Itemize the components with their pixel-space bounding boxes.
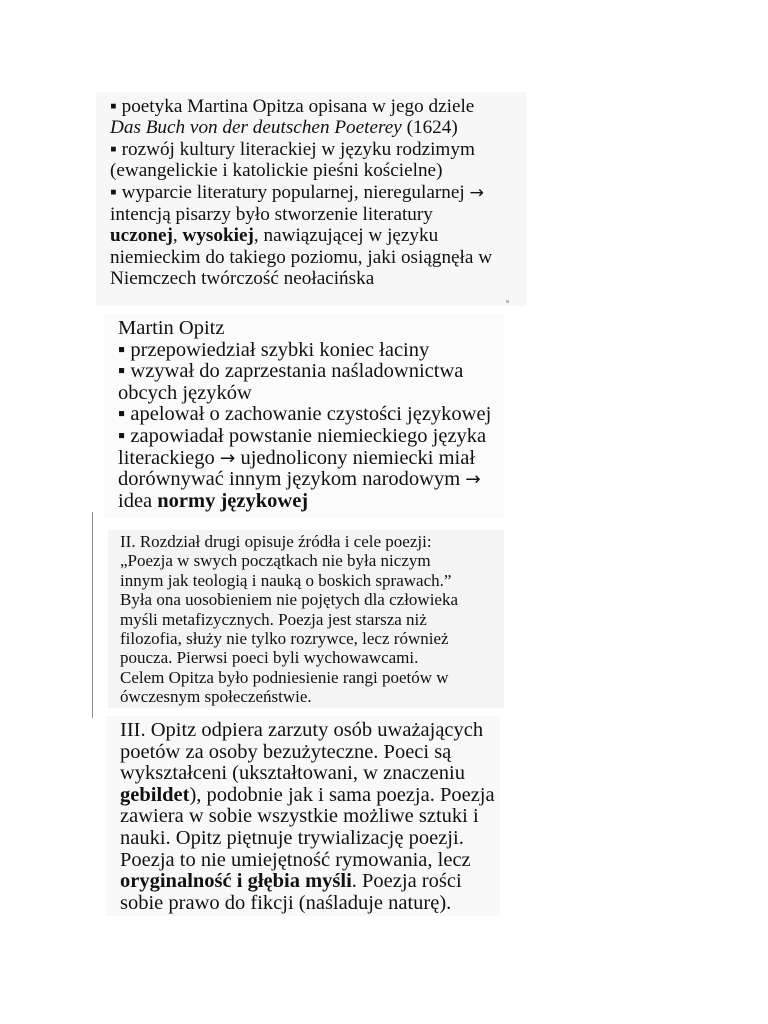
slide-martin-opitz [104,314,504,518]
text-line: ▪ przepowiedział szybki koniec łaciny [118,338,430,361]
text-line: ▪ wyparcie literatury popularnej, nieregularnej → [110,181,484,203]
text-line: myśli metafizycznych. Poezja jest starsza niż [120,609,427,629]
text-line: oryginalność i głębia myśli. Poezja rości [120,870,462,893]
slide-chapter-two [108,530,504,708]
arrow-right-icon: → [219,447,236,469]
text-line: sobie prawo do fikcji (naśladuje naturę). [120,891,452,914]
text-line: poucza. Pierwsi poeci byli wychowawcami. [120,648,419,668]
text-line: zawiera w sobie wszystkie możliwe sztuki i [120,805,479,828]
text-line: ▪ zapowiadał powstanie niemieckiego języka [118,424,487,447]
text-line: uczonej, wysokiej, nawiązującej w języku [110,225,439,247]
text-line: nauki. Opitz piętnuje trywializację poezji. [120,826,464,849]
text-line: ówczesnym społeczeństwie. [120,687,312,707]
text-line: Była ona uosobieniem nie pojętych dla człowieka [120,590,459,610]
text-line: ▪ poetyka Martina Opitza opisana w jego dziele [110,96,475,117]
text-line: Das Buch von der deutschen Poeterey (1624) [110,117,458,139]
slide-poetics [96,92,526,306]
text-line: filozofia, służy nie tylko rozrywce, lecz również [120,629,449,649]
text-line: (ewangelickie i katolickie pieśni kościelne) [110,160,443,182]
text-line: obcych języków [118,381,252,404]
slide-heading: Martin Opitz [118,317,225,339]
text-line: intencją pisarzy było stworzenie literatury [110,204,433,226]
left-border-line [92,512,93,718]
text-line: Niemczech twórczość neołacińska [110,268,375,290]
text-line: „Poezja w swych początkach nie była niczym [120,551,431,571]
scan-speck [506,300,509,303]
text-line: ▪ apelował o zachowanie czystości językowej [118,403,492,426]
text-line: poetów za osoby bezużyteczne. Poeci są [120,740,452,763]
text-line: ▪ wzywał do zaprzestania naśladownictwa [118,360,464,383]
arrow-right-icon: → [469,182,484,203]
text-line: III. Opitz odpiera zarzuty osób uważających [120,719,484,741]
text-line: wykształceni (ukształtowani, w znaczeniu [120,762,465,785]
text-line: Poezja to nie umiejętność rymowania, lecz [120,848,471,871]
text-line: II. Rozdział drugi opisuje źródła i cele poezji: [120,532,432,551]
book-title: Das Buch von der deutschen Poeterey [110,117,402,139]
slide-chapter-three [106,716,500,916]
text-line: literackiego → ujednolicony niemiecki miał [118,446,476,469]
text-line: gebildet), podobnie jak i sama poezja. Poezja [120,783,495,806]
text-line: Celem Opitza było podniesienie rangi poetów w [120,667,449,687]
text-line: ▪ rozwój kultury literackiej w języku rodzimym [110,138,475,160]
arrow-right-icon: → [465,469,481,491]
text-line: innym jak teologią i nauką o boskich sprawach.” [120,570,452,590]
text-line: niemieckim do takiego poziomu, jaki osiągnęła w [110,246,493,268]
text-line: idea normy językowej [118,489,309,512]
text-line: dorównywać innym językom narodowym → [118,468,481,491]
